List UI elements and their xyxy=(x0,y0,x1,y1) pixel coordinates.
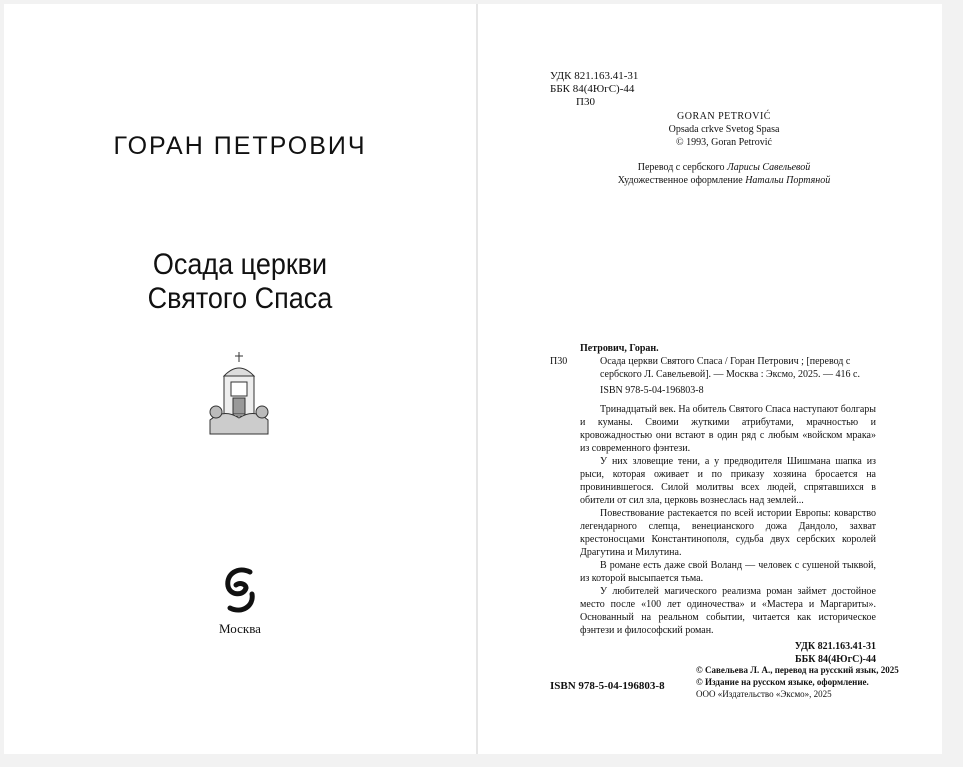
catalog-entry xyxy=(550,355,876,381)
udk-code-bottom: УДК 821.163.41-31 xyxy=(794,641,876,652)
copyright-translation: © Савельева Л. А., перевод на русский язык, 2025 xyxy=(696,665,899,675)
udk-code: УДК 821.163.41-31 xyxy=(550,70,639,82)
right-page xyxy=(478,4,942,754)
original-copyright: © 1993, Goran Petrović xyxy=(676,137,772,148)
original-author: GORAN PETROVIĆ xyxy=(677,111,771,122)
copyright-edition: © Издание на русском языке, оформление. xyxy=(696,677,869,687)
original-title: Opsada crkve Svetog Spasa xyxy=(668,124,780,135)
isbn: ISBN 978-5-04-196803-8 xyxy=(550,680,665,692)
bbk-code-bottom: ББК 84(4ЮгС)-44 xyxy=(795,654,876,665)
copyright-publisher: ООО «Издательство «Эксмо», 2025 xyxy=(696,689,832,699)
book-author: ГОРАН ПЕТРОВИЧ xyxy=(113,132,367,160)
designer-line xyxy=(588,174,860,187)
publisher-city: Москва xyxy=(219,621,261,636)
credits xyxy=(588,161,860,187)
designer-name: Натальи Портяной xyxy=(745,175,831,186)
catalog-isbn: ISBN 978-5-04-196803-8 xyxy=(600,385,704,396)
translation-prefix: Перевод с сербского xyxy=(637,162,725,173)
catalog-card xyxy=(550,342,876,666)
annotation-paragraph: У любителей магического реализма роман займет достойное место после «100 лет одиночества» и «Мастера и Маргариты». Основанный на реальном событии, читается как историческое фэнтези и философский роман. xyxy=(580,586,876,636)
annotation-paragraph: В романе есть даже свой Воланд — человек с сушеной тыквой, из которой высыпается тьма. xyxy=(580,560,876,584)
translator-line xyxy=(588,161,860,174)
monastery-emblem-icon xyxy=(204,350,274,440)
book-title-line2: Святого Спаса xyxy=(147,282,333,315)
classification-block xyxy=(550,70,638,109)
left-page xyxy=(4,4,476,754)
copyright-block xyxy=(696,664,899,700)
annotation xyxy=(550,403,876,637)
design-prefix: Художественное оформление xyxy=(617,175,743,186)
book-title xyxy=(28,248,453,316)
catalog-author: Петрович, Горан. xyxy=(580,343,659,354)
catalog-code: П30 xyxy=(550,356,568,367)
catalog-classification xyxy=(550,640,876,666)
eksmo-logo-icon xyxy=(222,566,258,614)
original-edition-info xyxy=(588,110,860,187)
catalog-description: Осада церкви Святого Спаса / Горан Петрович ; [перевод с сербского Л. Савельевой]. — Москва : Эксмо, 2025. — 416 с. xyxy=(600,356,860,380)
annotation-paragraph: Тринадцатый век. На обитель Святого Спаса наступают болгары и куманы. Своими жуткими атрибутами, мрачностью и кровожадностью они встают в один ряд с любым «войском мрака» из современного фэнтези. xyxy=(580,404,876,454)
annotation-paragraph: У них зловещие тени, а у предводителя Шишмана шапка из рыси, которая оживает и по приказу хозяина бросается на провинившегося. Силой молитвы всех людей, спрятавшихся в обители от сил зла, церковь вознеслась над землей... xyxy=(580,456,876,506)
bbk-code: ББК 84(4ЮгС)-44 xyxy=(550,83,635,95)
book-title-line1: Осада церкви xyxy=(152,248,328,281)
translator-name: Ларисы Савельевой xyxy=(726,162,811,173)
annotation-paragraph: Повествование растекается по всей истории Европы: коварство легендарного слепца, венецианского дожа Дандоло, захват крестоносцами Константинополя, судьба двух сербских королей Драгутина и Милутина. xyxy=(580,508,876,558)
author-sign: П30 xyxy=(576,96,595,108)
